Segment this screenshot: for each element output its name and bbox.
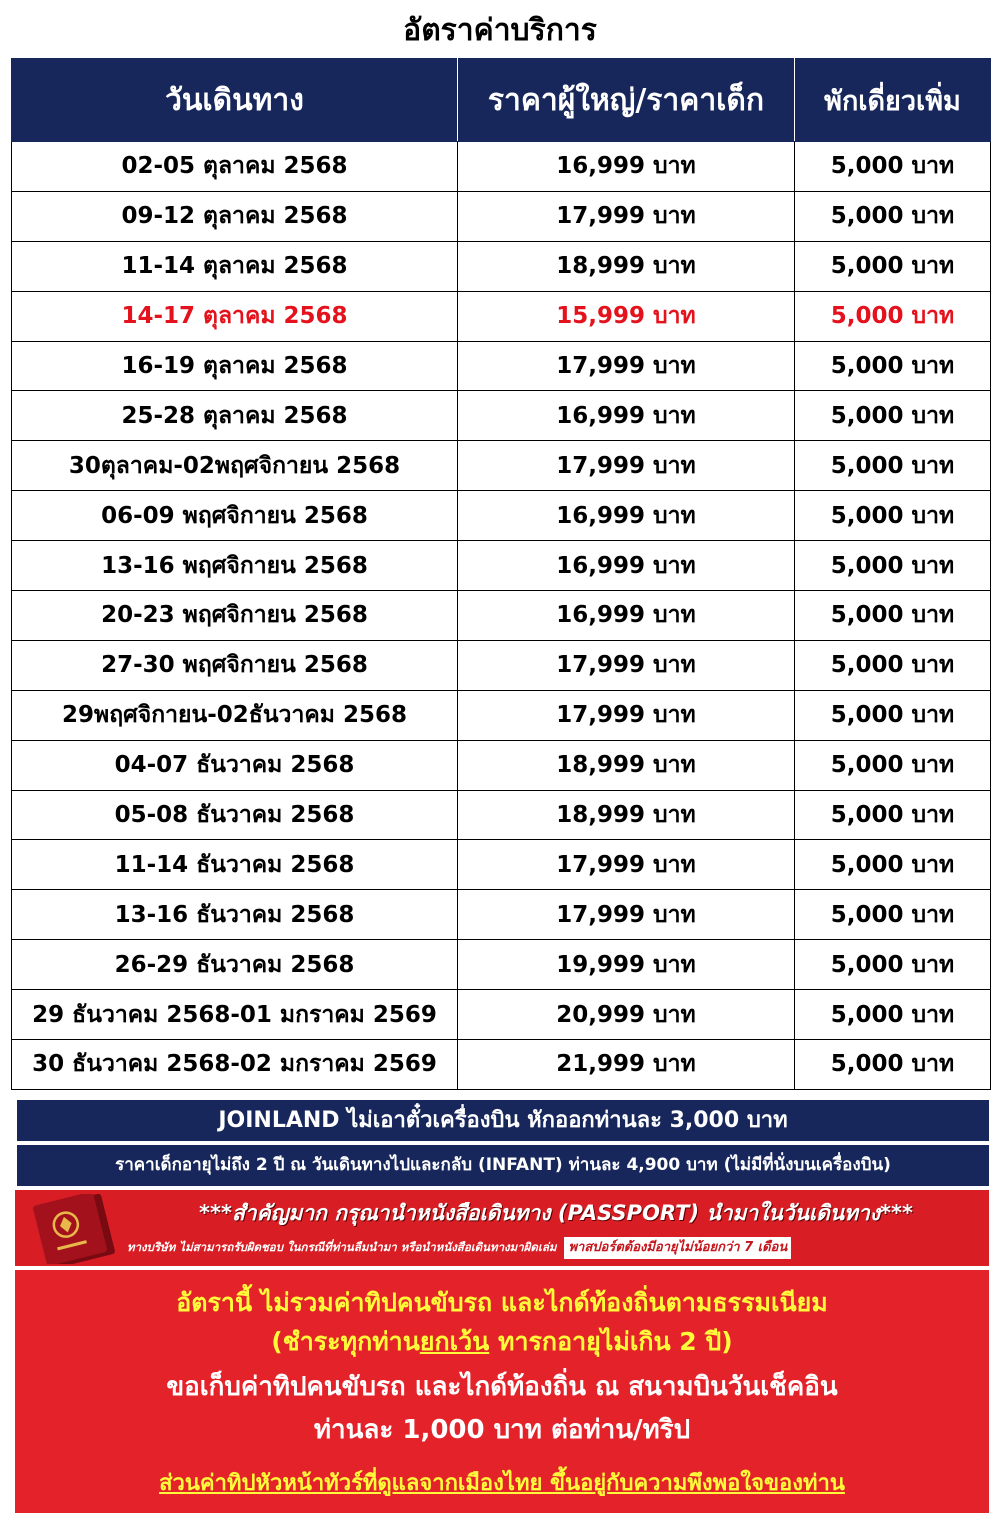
passport-disclaimer: ทางบริษัท ไม่สามารถรับผิดชอบ ในกรณีที่ท่านลืมนำมา หรือนำหนังสือเดินทางมาผิดเล่ม	[127, 1240, 557, 1254]
travel-date: 30ตุลาคม-02พฤศจิกายน 2568	[12, 441, 458, 491]
table-row	[12, 740, 991, 790]
travel-date: 11-14 ตุลาคม 2568	[12, 241, 458, 291]
single-supplement: 5,000 บาท	[795, 840, 991, 890]
travel-date: 29 ธันวาคม 2568-01 มกราคม 2569	[12, 990, 458, 1040]
single-supplement: 5,000 บาท	[795, 591, 991, 641]
travel-date: 13-16 พฤศจิกายน 2568	[12, 541, 458, 591]
single-supplement: 5,000 บาท	[795, 341, 991, 391]
single-supplement: 5,000 บาท	[795, 690, 991, 740]
price: 18,999 บาท	[458, 790, 795, 840]
single-supplement: 5,000 บาท	[795, 640, 991, 690]
tip-notice-line3: ขอเก็บค่าทิปคนขับรถ และไกด์ท้องถิ่น ณ สนามบินวันเช็คอิน	[166, 1372, 838, 1402]
travel-date: 05-08 ธันวาคม 2568	[12, 790, 458, 840]
price: 16,999 บาท	[458, 591, 795, 641]
price: 15,999 บาท	[458, 291, 795, 341]
travel-date: 11-14 ธันวาคม 2568	[12, 840, 458, 890]
travel-date: 02-05 ตุลาคม 2568	[12, 142, 458, 192]
price: 18,999 บาท	[458, 740, 795, 790]
joinland-banner: JOINLAND ไม่เอาตั๋วเครื่องบิน หักออกท่านละ 3,000 บาท	[17, 1100, 989, 1141]
table-row	[12, 142, 991, 192]
single-supplement: 5,000 บาท	[795, 541, 991, 591]
travel-date: 20-23 พฤศจิกายน 2568	[12, 591, 458, 641]
travel-date: 04-07 ธันวาคม 2568	[12, 740, 458, 790]
passport-subline	[127, 1234, 987, 1260]
travel-date: 13-16 ธันวาคม 2568	[12, 890, 458, 940]
tip-notice-line4: ท่านละ 1,000 บาท ต่อท่าน/ทริป	[313, 1415, 691, 1445]
table-row-highlighted	[12, 291, 991, 341]
page-title: อัตราค่าบริการ	[403, 13, 597, 48]
passport-icon	[17, 1194, 125, 1264]
single-supplement: 5,000 บาท	[795, 790, 991, 840]
header-adult-child-price: ราคาผู้ใหญ่/ราคาเด็ก	[458, 59, 795, 142]
price: 17,999 บาท	[458, 441, 795, 491]
single-supplement: 5,000 บาท	[795, 1040, 991, 1090]
table-row	[12, 491, 991, 541]
travel-date: 06-09 พฤศจิกายน 2568	[12, 491, 458, 541]
price: 17,999 บาท	[458, 341, 795, 391]
tip-notice-line2-underlined: ยกเว้น	[419, 1327, 490, 1356]
travel-date: 29พฤศจิกายน-02ธันวาคม 2568	[12, 690, 458, 740]
table-row	[12, 790, 991, 840]
price: 17,999 บาท	[458, 191, 795, 241]
passport-banner	[15, 1190, 989, 1266]
tip-notice	[15, 1270, 989, 1513]
tip-notice-line2-post: ทารกอายุไม่เกิน 2 ปี)	[489, 1327, 733, 1356]
price: 21,999 บาท	[458, 1040, 795, 1090]
price: 19,999 บาท	[458, 940, 795, 990]
table-row	[12, 890, 991, 940]
passport-validity-warning: พาสปอร์ตต้องมีอายุไม่น้อยกว่า 7 เดือน	[564, 1237, 791, 1259]
travel-date: 14-17 ตุลาคม 2568	[12, 291, 458, 341]
price-table	[11, 58, 991, 1090]
table-row	[12, 840, 991, 890]
travel-date: 26-29 ธันวาคม 2568	[12, 940, 458, 990]
travel-date: 30 ธันวาคม 2568-02 มกราคม 2569	[12, 1040, 458, 1090]
price: 16,999 บาท	[458, 491, 795, 541]
table-row	[12, 1040, 991, 1090]
tip-notice-line5: ส่วนค่าทิปหัวหน้าทัวร์ที่ดูแลจากเมืองไทย ขึ้นอยู่กับความพึงพอใจของท่าน	[159, 1471, 845, 1496]
single-supplement: 5,000 บาท	[795, 142, 991, 192]
price: 20,999 บาท	[458, 990, 795, 1040]
single-supplement: 5,000 บาท	[795, 740, 991, 790]
table-row	[12, 541, 991, 591]
tip-notice-line1: อัตรานี้ ไม่รวมค่าทิปคนขับรถ และไกด์ท้องถิ่นตามธรรมเนียม	[176, 1288, 828, 1317]
single-supplement: 5,000 บาท	[795, 890, 991, 940]
table-row	[12, 241, 991, 291]
table-row	[12, 591, 991, 641]
price: 17,999 บาท	[458, 640, 795, 690]
travel-date: 25-28 ตุลาคม 2568	[12, 391, 458, 441]
price: 17,999 บาท	[458, 890, 795, 940]
single-supplement: 5,000 บาท	[795, 391, 991, 441]
header-single-supplement: พักเดี่ยวเพิ่ม	[795, 59, 991, 142]
single-supplement: 5,000 บาท	[795, 191, 991, 241]
table-row	[12, 341, 991, 391]
single-supplement: 5,000 บาท	[795, 940, 991, 990]
price: 16,999 บาท	[458, 391, 795, 441]
travel-date: 27-30 พฤศจิกายน 2568	[12, 640, 458, 690]
single-supplement: 5,000 บาท	[795, 990, 991, 1040]
passport-headline: ***สำคัญมาก กรุณานำหนังสือเดินทาง (PASSPORT) นำมาในวันเดินทาง***	[199, 1201, 913, 1225]
travel-date: 16-19 ตุลาคม 2568	[12, 341, 458, 391]
price: 17,999 บาท	[458, 690, 795, 740]
table-row	[12, 990, 991, 1040]
table-row	[12, 640, 991, 690]
table-row	[12, 690, 991, 740]
single-supplement: 5,000 บาท	[795, 441, 991, 491]
tip-notice-line2	[15, 1325, 989, 1359]
single-supplement: 5,000 บาท	[795, 291, 991, 341]
table-header-row	[12, 59, 991, 142]
infant-banner: ราคาเด็กอายุไม่ถึง 2 ปี ณ วันเดินทางไปและกลับ (INFANT) ท่านละ 4,900 บาท (ไม่มีที่นั่งบนเครื่องบิน)	[17, 1145, 989, 1186]
table-row	[12, 391, 991, 441]
single-supplement: 5,000 บาท	[795, 491, 991, 541]
single-supplement: 5,000 บาท	[795, 241, 991, 291]
price: 17,999 บาท	[458, 840, 795, 890]
travel-date: 09-12 ตุลาคม 2568	[12, 191, 458, 241]
table-row	[12, 940, 991, 990]
price: 16,999 บาท	[458, 142, 795, 192]
price: 18,999 บาท	[458, 241, 795, 291]
table-body	[12, 142, 991, 1090]
table-row	[12, 191, 991, 241]
header-travel-date: วันเดินทาง	[12, 59, 458, 142]
table-row	[12, 441, 991, 491]
tip-notice-line2-pre: (ชำระทุกท่าน	[271, 1327, 420, 1356]
price: 16,999 บาท	[458, 541, 795, 591]
